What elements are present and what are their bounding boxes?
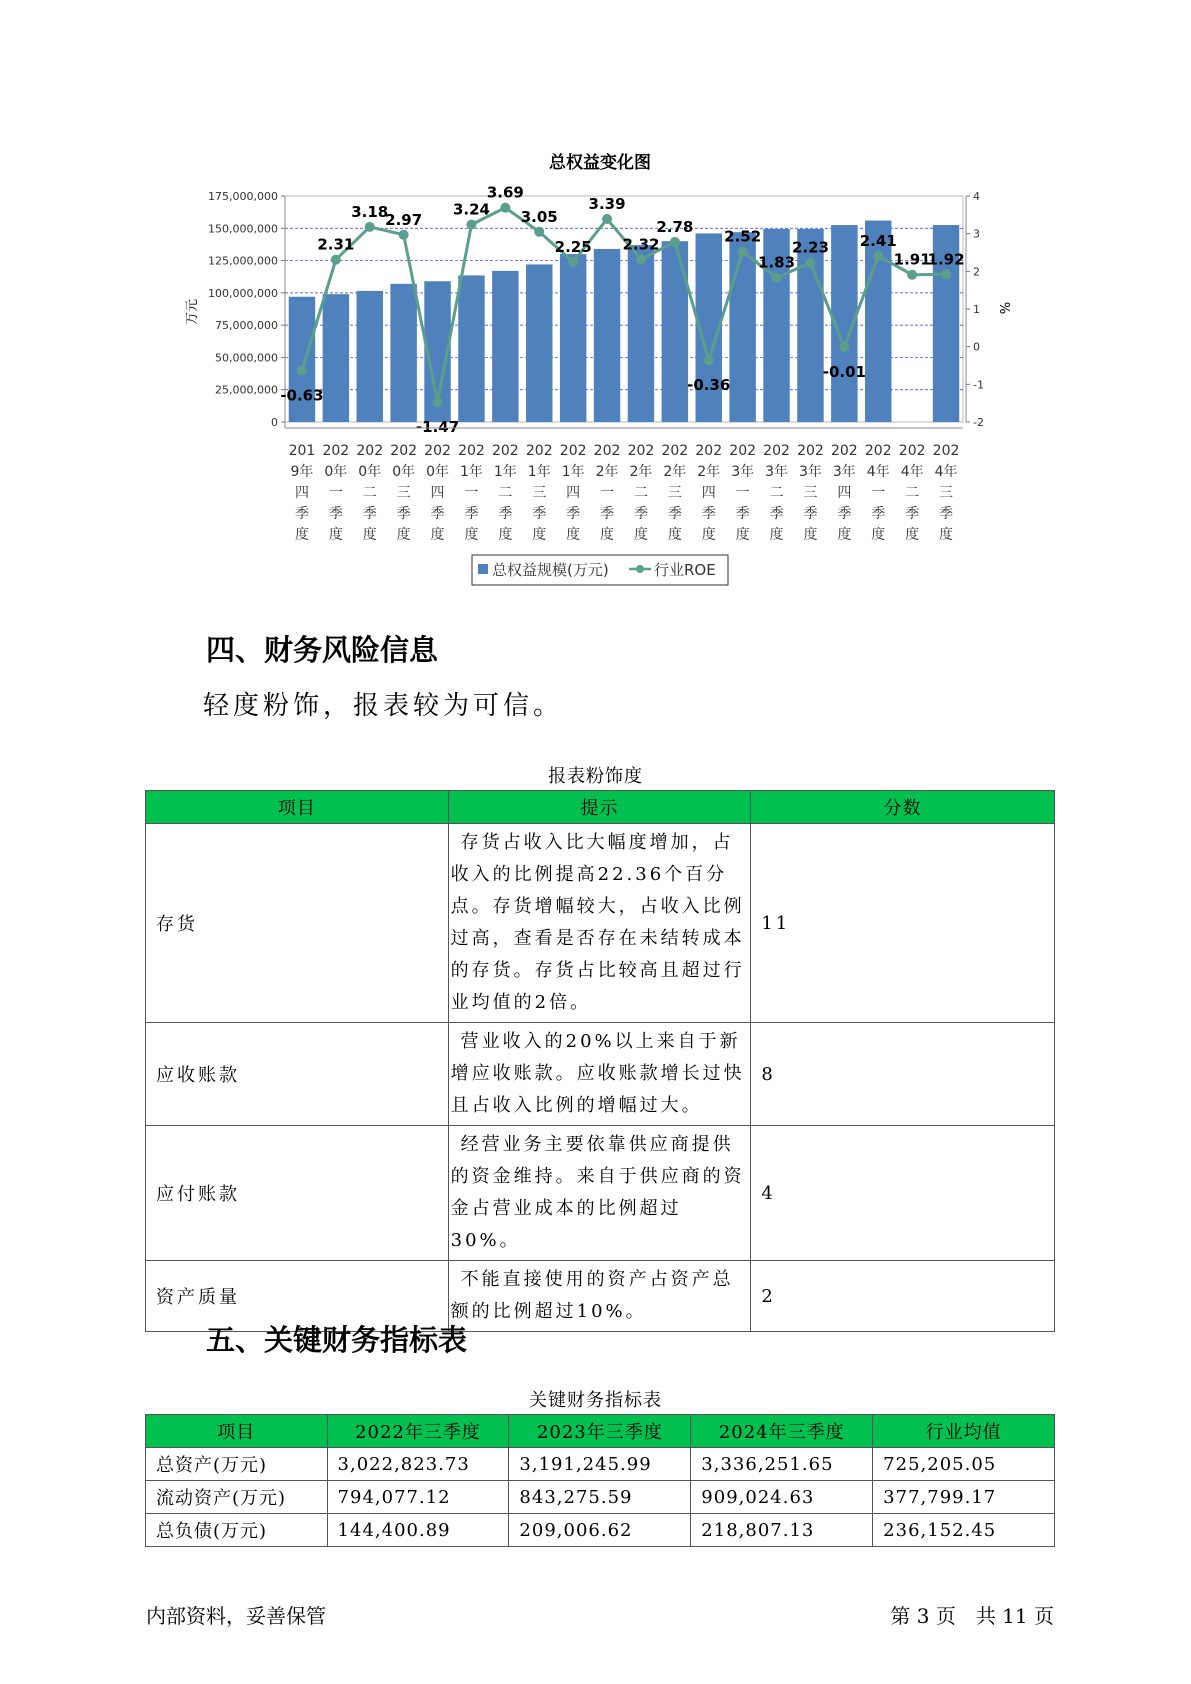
- x-tick-label: 2年: [663, 464, 687, 480]
- legend-bar-label: 总权益规模(万元): [492, 561, 609, 579]
- x-tick-label: 4年: [900, 464, 924, 480]
- row-value: 909,024.63: [691, 1481, 873, 1514]
- row-hint: 经营业务主要依靠供应商提供的资金维持。来自于供应商的资金占营业成本的比例超过30%。: [448, 1126, 751, 1261]
- x-tick-label: 度: [464, 527, 479, 543]
- x-tick-label: 季: [566, 506, 581, 522]
- y2-tick-label: 4: [973, 190, 980, 203]
- x-tick-label: 202: [322, 443, 350, 459]
- row-value: 209,006.62: [509, 1514, 691, 1547]
- y2-tick-label: 3: [973, 227, 980, 241]
- bar: [323, 294, 349, 422]
- roe-point: [466, 220, 476, 230]
- roe-data-label: 1.91: [893, 250, 931, 269]
- table-header-row: [146, 1415, 1055, 1448]
- x-tick-label: 季: [701, 506, 716, 522]
- x-tick-label: 202: [458, 443, 485, 459]
- x-tick-label: 季: [430, 506, 445, 522]
- x-tick-label: 202: [390, 443, 418, 459]
- x-tick-label: 度: [667, 527, 682, 543]
- x-tick-label: 度: [532, 527, 547, 543]
- x-tick-label: 四: [430, 485, 445, 501]
- legend-line-marker: [636, 565, 644, 573]
- x-tick-label: 度: [905, 527, 920, 543]
- roe-data-label: 2.31: [317, 235, 355, 254]
- roe-data-label: 1.92: [927, 250, 965, 269]
- roe-point: [738, 247, 748, 257]
- header-item: 项目: [146, 791, 449, 824]
- x-tick-label: 季: [803, 506, 818, 522]
- x-tick-label: 一: [871, 485, 886, 501]
- x-tick-label: 1年: [527, 464, 551, 480]
- bar: [628, 245, 654, 422]
- bar: [357, 291, 383, 422]
- x-tick-label: 三: [803, 485, 818, 501]
- x-tick-label: 季: [294, 506, 309, 522]
- x-tick-label: 度: [701, 527, 716, 543]
- header-item: 项目: [146, 1415, 328, 1448]
- table-row: [146, 1481, 1055, 1514]
- x-tick-label: 季: [667, 506, 682, 522]
- y-tick-label: 125,000,000: [208, 254, 278, 268]
- x-tick-label: 1年: [561, 464, 585, 480]
- x-tick-label: 202: [864, 443, 892, 459]
- x-tick-label: 三: [939, 485, 954, 501]
- x-tick-label: 202: [932, 443, 960, 459]
- row-hint: 营业收入的20%以上来自于新增应收账款。应收账款增长过快且占收入比例的增幅过大。: [448, 1023, 751, 1126]
- x-tick-label: 度: [498, 527, 513, 543]
- roe-data-label: 3.18: [351, 202, 389, 221]
- row-item: 应付账款: [146, 1126, 449, 1261]
- y2-axis: [966, 190, 984, 429]
- x-tick-label: 202: [830, 443, 858, 459]
- row-item: 总资产(万元): [146, 1448, 328, 1481]
- x-tick-label: 季: [633, 506, 648, 522]
- x-tick-label: 度: [871, 527, 886, 543]
- row-score: 4: [751, 1126, 1055, 1261]
- y-tick-label: 175,000,000: [208, 190, 278, 203]
- roe-data-label: -0.63: [280, 386, 324, 405]
- roe-data-label: 2.23: [791, 238, 829, 257]
- legend-bar-swatch: [478, 564, 488, 574]
- x-tick-label: 202: [661, 443, 689, 459]
- x-tick-label: 季: [939, 506, 954, 522]
- x-tick-label: 一: [600, 485, 615, 501]
- x-tick-label: 季: [769, 506, 784, 522]
- table-row: [146, 1126, 1055, 1261]
- header-2022q3: 2022年三季度: [327, 1415, 509, 1448]
- y-tick-label: 150,000,000: [208, 222, 278, 236]
- x-tick-label: 季: [328, 506, 343, 522]
- row-value: 377,799.17: [873, 1481, 1055, 1514]
- equity-chart: [175, 135, 1011, 595]
- x-tick-label: 季: [362, 506, 377, 522]
- x-tick-label: 二: [362, 485, 377, 501]
- roe-data-label: 3.69: [486, 183, 524, 202]
- roe-data-label: 2.41: [859, 231, 897, 250]
- row-score: 2: [751, 1261, 1055, 1332]
- x-tick-label: 2年: [697, 464, 721, 480]
- y-tick-label: 50,000,000: [215, 351, 278, 365]
- roe-data-label: -1.47: [415, 418, 460, 437]
- x-tick-label: 度: [837, 527, 852, 543]
- x-tick-label: 3年: [832, 464, 856, 480]
- table-row: [146, 1023, 1055, 1126]
- row-value: 144,400.89: [327, 1514, 509, 1547]
- y2-tick-label: 0: [973, 340, 980, 354]
- y-axis-label: 万元: [185, 298, 200, 326]
- roe-point: [365, 222, 375, 232]
- x-tick-label: 202: [593, 443, 621, 459]
- header-score: 分数: [751, 791, 1055, 824]
- x-tick-label: 4年: [866, 464, 890, 480]
- roe-point: [297, 365, 307, 375]
- x-tick-label: 202: [627, 443, 655, 459]
- bar: [526, 264, 552, 422]
- x-tick-label: 3年: [765, 464, 789, 480]
- x-tick-label: 202: [424, 443, 451, 459]
- x-tick-label: 四: [294, 485, 309, 501]
- x-tick-label: 1年: [459, 464, 483, 480]
- x-tick-label: 202: [695, 443, 723, 459]
- bar: [390, 284, 416, 422]
- x-tick-label: 度: [566, 527, 581, 543]
- x-tick-label: 3年: [798, 464, 822, 480]
- bar: [865, 221, 891, 422]
- x-tick-label: 季: [532, 506, 547, 522]
- table-row: [146, 1514, 1055, 1547]
- roe-point: [534, 227, 544, 237]
- row-item: 流动资产(万元): [146, 1481, 328, 1514]
- x-tick-label: 季: [600, 506, 615, 522]
- x-tick-label: 度: [803, 527, 818, 543]
- x-tick-label: 202: [797, 443, 824, 459]
- row-item: 应收账款: [146, 1023, 449, 1126]
- x-axis: [285, 428, 963, 543]
- row-value: 3,191,245.99: [509, 1448, 691, 1481]
- row-score: 8: [751, 1023, 1055, 1126]
- kpi-table-caption: 关键财务指标表: [529, 1390, 662, 1411]
- roe-data-label: 3.39: [588, 194, 626, 213]
- x-tick-label: 度: [396, 527, 411, 543]
- x-tick-label: 三: [667, 485, 682, 501]
- x-tick-label: 度: [633, 527, 648, 543]
- row-item: 存货: [146, 824, 449, 1023]
- row-value: 3,336,251.65: [691, 1448, 873, 1481]
- row-value: 236,152.45: [873, 1514, 1055, 1547]
- x-tick-label: 202: [491, 443, 519, 459]
- roe-point: [670, 237, 680, 247]
- y2-tick-label: 2: [973, 265, 980, 279]
- y-tick-label: 25,000,000: [215, 383, 278, 397]
- roe-data-label: 2.25: [554, 237, 592, 256]
- x-tick-label: 3年: [731, 464, 755, 480]
- row-score: 11: [751, 824, 1055, 1023]
- header-2024q3: 2024年三季度: [691, 1415, 873, 1448]
- roe-point: [636, 254, 646, 264]
- x-tick-label: 度: [294, 527, 309, 543]
- bar: [594, 249, 620, 422]
- x-tick-label: 2年: [595, 464, 619, 480]
- header-2023q3: 2023年三季度: [509, 1415, 691, 1448]
- x-tick-label: 一: [328, 485, 343, 501]
- roe-point: [941, 269, 951, 279]
- x-tick-label: 0年: [358, 464, 382, 480]
- x-tick-label: 四: [701, 485, 716, 501]
- kpi-table: [145, 1414, 1055, 1547]
- row-value: 794,077.12: [327, 1481, 509, 1514]
- x-tick-label: 三: [532, 485, 547, 501]
- x-tick-label: 季: [396, 506, 411, 522]
- x-tick-label: 二: [498, 485, 513, 501]
- roe-point: [805, 258, 815, 268]
- x-tick-label: 0年: [426, 464, 450, 480]
- roe-data-label: -0.36: [687, 376, 731, 395]
- row-value: 843,275.59: [509, 1481, 691, 1514]
- x-tick-label: 0年: [392, 464, 416, 480]
- x-tick-label: 季: [464, 506, 479, 522]
- roe-point: [839, 342, 849, 352]
- roe-point: [704, 355, 714, 365]
- x-tick-label: 202: [525, 443, 553, 459]
- row-item: 资产质量: [146, 1261, 449, 1332]
- roe-data-label: 3.05: [520, 207, 558, 226]
- y2-tick-label: -2: [973, 416, 984, 429]
- y2-tick-label: -1: [973, 378, 984, 392]
- row-value: 3,022,823.73: [327, 1448, 509, 1481]
- bar: [662, 241, 688, 422]
- footer-confidential: 内部资料，妥善保管: [146, 1604, 326, 1628]
- roe-point: [873, 251, 883, 261]
- roe-point: [772, 273, 782, 283]
- x-tick-label: 度: [430, 527, 445, 543]
- section4-summary: 轻度粉饰，报表较为可信。: [203, 691, 564, 721]
- x-tick-label: 度: [735, 527, 750, 543]
- x-tick-label: 二: [905, 485, 920, 501]
- y-tick-label: 75,000,000: [215, 319, 278, 333]
- y-tick-label: 100,000,000: [208, 286, 278, 300]
- x-tick-label: 4年: [934, 464, 958, 480]
- header-industry-avg: 行业均值: [873, 1415, 1055, 1448]
- row-value: 725,205.05: [873, 1448, 1055, 1481]
- x-tick-label: 四: [837, 485, 852, 501]
- chart-title: 总权益变化图: [549, 153, 651, 173]
- bar: [458, 275, 484, 422]
- roe-point: [907, 270, 917, 280]
- x-tick-label: 2年: [629, 464, 653, 480]
- row-item: 总负债(万元): [146, 1514, 328, 1547]
- x-tick-label: 1年: [493, 464, 517, 480]
- y-tick-label: 0: [271, 416, 278, 429]
- roe-data-label: 2.78: [656, 217, 694, 236]
- legend-line-label: 行业ROE: [654, 561, 716, 579]
- table-header-row: [146, 791, 1055, 824]
- roe-data-label: 1.83: [758, 253, 796, 272]
- x-tick-label: 0年: [324, 464, 348, 480]
- table-row: [146, 1448, 1055, 1481]
- bar: [492, 271, 518, 422]
- x-tick-label: 度: [769, 527, 784, 543]
- x-tick-label: 度: [600, 527, 615, 543]
- roe-point: [500, 203, 510, 213]
- x-tick-label: 202: [356, 443, 384, 459]
- row-hint: 存货占收入比大幅度增加，占收入的比例提高22.36个百分点。存货增幅较大，占收入比例过高，查看是否存在未结转成本的存货。存货占比较高且超过行业均值的2倍。: [448, 824, 751, 1023]
- x-tick-label: 季: [837, 506, 852, 522]
- x-tick-label: 202: [763, 443, 790, 459]
- x-tick-label: 四: [566, 485, 581, 501]
- bar: [560, 254, 586, 422]
- x-tick-label: 二: [633, 485, 648, 501]
- x-tick-label: 一: [735, 485, 750, 501]
- x-tick-label: 一: [464, 485, 479, 501]
- y2-tick-label: 1: [973, 303, 980, 316]
- roe-data-label: 2.32: [622, 235, 660, 254]
- header-hint: 提示: [448, 791, 751, 824]
- table-row: [146, 824, 1055, 1023]
- x-tick-label: 202: [729, 443, 757, 459]
- chart-legend: [472, 555, 728, 585]
- y-axis: [208, 190, 285, 429]
- roe-point: [602, 214, 612, 224]
- roe-point: [399, 230, 409, 240]
- x-tick-label: 度: [328, 527, 343, 543]
- roe-point: [433, 397, 443, 407]
- roe-data-label: 2.52: [724, 227, 762, 246]
- risk-table-caption: 报表粉饰度: [548, 766, 643, 787]
- footer-page-number: 第 3 页 共 11 页: [890, 1604, 1054, 1628]
- x-tick-label: 9年: [290, 464, 314, 480]
- x-tick-label: 季: [871, 506, 886, 522]
- x-tick-label: 202: [559, 443, 587, 459]
- row-hint: 不能直接使用的资产占资产总额的比例超过10%。: [448, 1261, 751, 1332]
- roe-data-label: 3.24: [452, 200, 490, 219]
- roe-point: [331, 255, 341, 265]
- risk-table: [145, 790, 1055, 1332]
- x-tick-label: 季: [735, 506, 750, 522]
- x-tick-label: 201: [288, 443, 316, 459]
- x-tick-label: 季: [905, 506, 920, 522]
- x-tick-label: 二: [769, 485, 784, 501]
- x-tick-label: 度: [362, 527, 377, 543]
- section5-heading: 五、关键财务指标表: [206, 1323, 468, 1357]
- roe-point: [568, 257, 578, 267]
- x-tick-label: 三: [396, 485, 411, 501]
- x-tick-label: 202: [898, 443, 926, 459]
- row-value: 218,807.13: [691, 1514, 873, 1547]
- section4-heading: 四、财务风险信息: [206, 633, 439, 667]
- roe-data-label: 2.97: [385, 210, 423, 229]
- x-tick-label: 季: [498, 506, 513, 522]
- x-tick-label: 度: [939, 527, 954, 543]
- roe-data-label: -0.01: [822, 363, 866, 382]
- y2-axis-label: %: [996, 301, 1011, 315]
